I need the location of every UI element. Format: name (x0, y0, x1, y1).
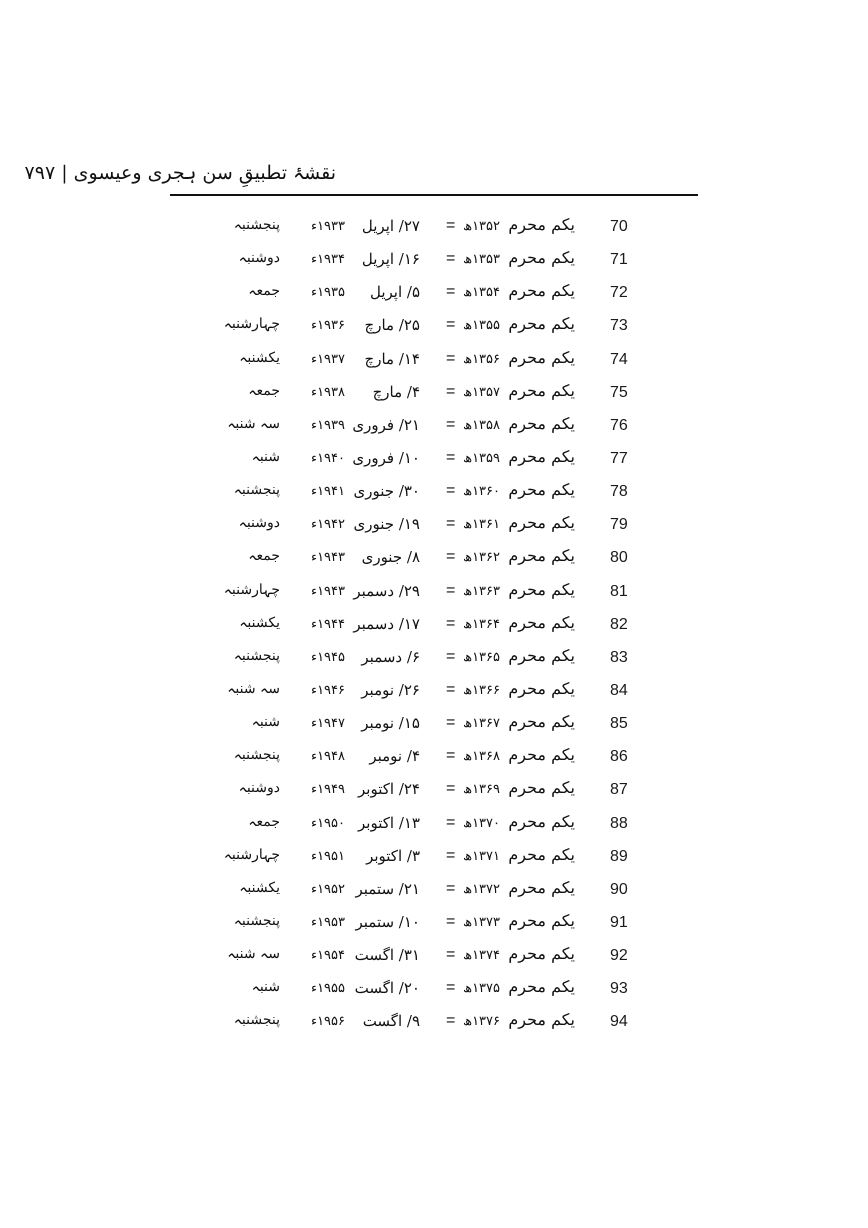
gregorian-date: ۱۰/ ستمبر (355, 912, 420, 931)
equals-sign: = (446, 846, 456, 864)
gregorian-year: ۱۹۴۹ء (310, 782, 345, 798)
gregorian-date: ۲۱/ فروری (352, 415, 420, 434)
table-row (0, 742, 868, 775)
gregorian-date: ۱۶/ اپریل (361, 250, 420, 269)
gregorian-date: ۱۴/ مارچ (364, 349, 420, 368)
gregorian-year: ۱۹۴۳ء (310, 550, 345, 566)
gregorian-date: ۴/ مارچ (372, 382, 420, 401)
calendar-table (0, 212, 868, 1041)
gregorian-year: ۱۹۴۰ء (310, 450, 345, 466)
row-number: 79 (610, 516, 628, 534)
row-number: 84 (610, 681, 628, 699)
equals-sign: = (446, 979, 456, 997)
hijri-month: یکم محرم (508, 678, 575, 698)
hijri-year: ۱۳۵۴ھ (462, 285, 500, 301)
gregorian-year: ۱۹۴۳ء (310, 583, 345, 599)
hijri-month: یکم محرم (508, 612, 575, 632)
table-row (0, 278, 868, 311)
gregorian-year: ۱۹۵۰ء (310, 815, 345, 831)
hijri-year: ۱۳۷۳ھ (462, 914, 500, 930)
table-row (0, 543, 868, 576)
weekday: پنجشنبہ (233, 482, 280, 499)
weekday: پنجشنبہ (233, 217, 280, 233)
hijri-month: یکم محرم (508, 977, 575, 997)
table-row (0, 610, 868, 643)
hijri-month: یکم محرم (508, 1010, 575, 1030)
hijri-year: ۱۳۷۵ھ (462, 981, 500, 997)
row-number: 72 (610, 284, 628, 302)
row-number: 86 (610, 748, 628, 766)
hijri-year: ۱۳۶۴ھ (462, 616, 500, 632)
hijri-year: ۱۳۷۶ھ (462, 1014, 500, 1030)
weekday: سہ شنبہ (227, 946, 280, 963)
weekday: پنجشنبہ (233, 1012, 280, 1029)
weekday: سہ شنبہ (227, 680, 280, 697)
equals-sign: = (446, 1012, 456, 1030)
row-number: 78 (610, 483, 628, 501)
hijri-month: یکم محرم (508, 413, 575, 433)
row-number: 89 (610, 847, 628, 865)
gregorian-year: ۱۹۳۷ء (310, 351, 345, 367)
gregorian-year: ۱۹۳۶ء (310, 318, 345, 334)
hijri-year: ۱۳۵۲ھ (462, 219, 500, 234)
hijri-month: یکم محرم (508, 712, 575, 732)
equals-sign: = (446, 382, 456, 400)
gregorian-date: ۹/ اگست (362, 1012, 420, 1031)
weekday: شنبہ (251, 448, 280, 465)
row-number: 74 (610, 350, 628, 368)
gregorian-year: ۱۹۳۸ء (310, 384, 345, 400)
gregorian-date: ۳۱/ اگست (354, 946, 420, 965)
weekday: چہارشنبہ (223, 581, 280, 598)
gregorian-date: ۶/ دسمبر (361, 647, 420, 666)
equals-sign: = (446, 813, 456, 831)
weekday: جمعہ (248, 382, 280, 399)
weekday: یکشنبہ (239, 614, 280, 631)
table-row (0, 245, 868, 278)
table-row (0, 411, 868, 444)
table-row (0, 577, 868, 610)
gregorian-year: ۱۹۳۵ء (310, 285, 345, 301)
row-number: 83 (610, 648, 628, 666)
table-row (0, 311, 868, 344)
hijri-month: یکم محرم (508, 944, 575, 964)
gregorian-year: ۱۹۵۴ء (310, 948, 345, 964)
hijri-month: یکم محرم (508, 513, 575, 533)
hijri-month: یکم محرم (508, 314, 575, 334)
equals-sign: = (446, 946, 456, 964)
gregorian-date: ۱۰/ فروری (352, 448, 420, 467)
hijri-month: یکم محرم (508, 811, 575, 831)
weekday: یکشنبہ (239, 879, 280, 896)
table-row (0, 775, 868, 808)
hijri-year: ۱۳۶۹ھ (462, 782, 500, 798)
gregorian-date: ۴/ نومبر (369, 747, 420, 766)
hijri-month: یکم محرم (508, 215, 575, 234)
row-number: 81 (610, 582, 628, 600)
table-row (0, 809, 868, 842)
table-row (0, 1007, 868, 1040)
gregorian-date: ۲۷/ اپریل (361, 217, 420, 235)
equals-sign: = (446, 879, 456, 897)
table-row (0, 477, 868, 510)
row-number: 80 (610, 549, 628, 567)
gregorian-year: ۱۹۴۷ء (310, 716, 345, 732)
gregorian-date: ۲۵/ مارچ (364, 316, 420, 335)
equals-sign: = (446, 780, 456, 798)
gregorian-date: ۲۴/ اکتوبر (358, 780, 420, 799)
row-number: 82 (610, 615, 628, 633)
table-row (0, 345, 868, 378)
equals-sign: = (446, 217, 456, 234)
hijri-year: ۱۳۵۳ھ (462, 252, 500, 268)
gregorian-year: ۱۹۳۳ء (310, 219, 345, 234)
weekday: شنبہ (251, 714, 280, 731)
hijri-month: یکم محرم (508, 579, 575, 599)
hijri-year: ۱۳۶۵ھ (462, 649, 500, 665)
equals-sign: = (446, 349, 456, 367)
hijri-month: یکم محرم (508, 248, 575, 268)
equals-sign: = (446, 482, 456, 500)
row-number: 87 (610, 781, 628, 799)
weekday: پنجشنبہ (233, 747, 280, 764)
weekday: جمعہ (248, 548, 280, 565)
gregorian-date: ۲۹/ دسمبر (353, 581, 420, 600)
gregorian-date: ۲۶/ نومبر (361, 680, 420, 699)
table-row (0, 842, 868, 875)
gregorian-date: ۲۰/ اگست (354, 979, 420, 998)
hijri-year: ۱۳۵۶ھ (462, 351, 500, 367)
hijri-month: یکم محرم (508, 844, 575, 864)
weekday: پنجشنبہ (233, 647, 280, 664)
row-number: 70 (610, 218, 628, 235)
gregorian-year: ۱۹۴۸ء (310, 749, 345, 765)
gregorian-year: ۱۹۵۳ء (310, 914, 345, 930)
table-row (0, 875, 868, 908)
hijri-year: ۱۳۵۹ھ (462, 450, 500, 466)
equals-sign: = (446, 747, 456, 765)
table-row (0, 378, 868, 411)
gregorian-year: ۱۹۵۶ء (310, 1014, 345, 1030)
hijri-year: ۱۳۷۴ھ (462, 948, 500, 964)
row-number: 85 (610, 715, 628, 733)
weekday: یکشنبہ (239, 349, 280, 366)
hijri-month: یکم محرم (508, 910, 575, 930)
hijri-year: ۱۳۶۶ھ (462, 682, 500, 698)
hijri-month: یکم محرم (508, 778, 575, 798)
weekday: دوشنبہ (238, 515, 280, 532)
gregorian-date: ۱۷/ دسمبر (353, 614, 420, 633)
row-number: 77 (610, 449, 628, 467)
hijri-year: ۱۳۶۷ھ (462, 716, 500, 732)
hijri-year: ۱۳۶۰ھ (462, 484, 500, 500)
table-row (0, 643, 868, 676)
equals-sign: = (446, 680, 456, 698)
row-number: 90 (610, 880, 628, 898)
table-row (0, 510, 868, 543)
gregorian-year: ۱۹۵۲ء (310, 881, 345, 897)
table-row (0, 974, 868, 1007)
weekday: چہارشنبہ (223, 316, 280, 333)
weekday: جمعہ (248, 283, 280, 300)
equals-sign: = (446, 448, 456, 466)
equals-sign: = (446, 415, 456, 433)
hijri-year: ۱۳۵۸ھ (462, 417, 500, 433)
table-row (0, 941, 868, 974)
hijri-year: ۱۳۷۲ھ (462, 881, 500, 897)
row-number: 71 (610, 251, 628, 269)
hijri-month: یکم محرم (508, 645, 575, 665)
hijri-year: ۱۳۶۲ھ (462, 550, 500, 566)
equals-sign: = (446, 316, 456, 334)
hijri-month: یکم محرم (508, 380, 575, 400)
hijri-year: ۱۳۶۸ھ (462, 749, 500, 765)
row-number: 94 (610, 1013, 628, 1031)
table-row (0, 212, 868, 245)
row-number: 93 (610, 980, 628, 998)
weekday: دوشنبہ (238, 780, 280, 797)
row-number: 75 (610, 383, 628, 401)
hijri-month: یکم محرم (508, 446, 575, 466)
gregorian-year: ۱۹۴۶ء (310, 682, 345, 698)
hijri-month: یکم محرم (508, 281, 575, 301)
gregorian-date: ۵/ اپریل (369, 283, 420, 302)
hijri-year: ۱۳۵۷ھ (462, 384, 500, 400)
gregorian-date: ۳۰/ جنوری (353, 482, 420, 501)
gregorian-year: ۱۹۴۲ء (310, 517, 345, 533)
row-number: 88 (610, 814, 628, 832)
gregorian-year: ۱۹۴۴ء (310, 616, 345, 632)
hijri-month: یکم محرم (508, 745, 575, 765)
hijri-year: ۱۳۶۳ھ (462, 583, 500, 599)
table-row (0, 444, 868, 477)
running-header-title: نقشۂ تطبیقِ سن ہجری وعیسوی | ۷۹۷ (24, 162, 336, 184)
row-number: 76 (610, 416, 628, 434)
hijri-year: ۱۳۵۵ھ (462, 318, 500, 334)
gregorian-date: ۲۱/ ستمبر (355, 879, 420, 898)
equals-sign: = (446, 283, 456, 301)
equals-sign: = (446, 548, 456, 566)
gregorian-year: ۱۹۳۴ء (310, 252, 345, 268)
gregorian-date: ۱۵/ نومبر (361, 714, 420, 733)
equals-sign: = (446, 647, 456, 665)
weekday: پنجشنبہ (233, 912, 280, 929)
hijri-month: یکم محرم (508, 546, 575, 566)
equals-sign: = (446, 714, 456, 732)
equals-sign: = (446, 250, 456, 268)
page-header (24, 158, 698, 194)
gregorian-year: ۱۹۵۵ء (310, 981, 345, 997)
row-number: 73 (610, 317, 628, 335)
header-rule (170, 194, 698, 196)
gregorian-year: ۱۹۵۱ء (310, 848, 345, 864)
table-row (0, 709, 868, 742)
weekday: دوشنبہ (238, 250, 280, 267)
equals-sign: = (446, 614, 456, 632)
weekday: شنبہ (251, 979, 280, 996)
gregorian-date: ۳/ اکتوبر (366, 846, 420, 865)
gregorian-year: ۱۹۴۱ء (310, 484, 345, 500)
gregorian-year: ۱۹۴۵ء (310, 649, 345, 665)
weekday: سہ شنبہ (227, 415, 280, 432)
equals-sign: = (446, 912, 456, 930)
hijri-year: ۱۳۷۰ھ (462, 815, 500, 831)
gregorian-year: ۱۹۳۹ء (310, 417, 345, 433)
hijri-month: یکم محرم (508, 480, 575, 500)
equals-sign: = (446, 581, 456, 599)
table-row (0, 676, 868, 709)
hijri-month: یکم محرم (508, 877, 575, 897)
hijri-month: یکم محرم (508, 347, 575, 367)
weekday: جمعہ (248, 813, 280, 830)
row-number: 92 (610, 947, 628, 965)
table-row (0, 908, 868, 941)
gregorian-date: ۱۹/ جنوری (353, 515, 420, 534)
gregorian-date: ۸/ جنوری (361, 548, 420, 567)
equals-sign: = (446, 515, 456, 533)
weekday: چہارشنبہ (223, 846, 280, 863)
hijri-year: ۱۳۷۱ھ (462, 848, 500, 864)
hijri-year: ۱۳۶۱ھ (462, 517, 500, 533)
row-number: 91 (610, 913, 628, 931)
gregorian-date: ۱۳/ اکتوبر (358, 813, 420, 832)
